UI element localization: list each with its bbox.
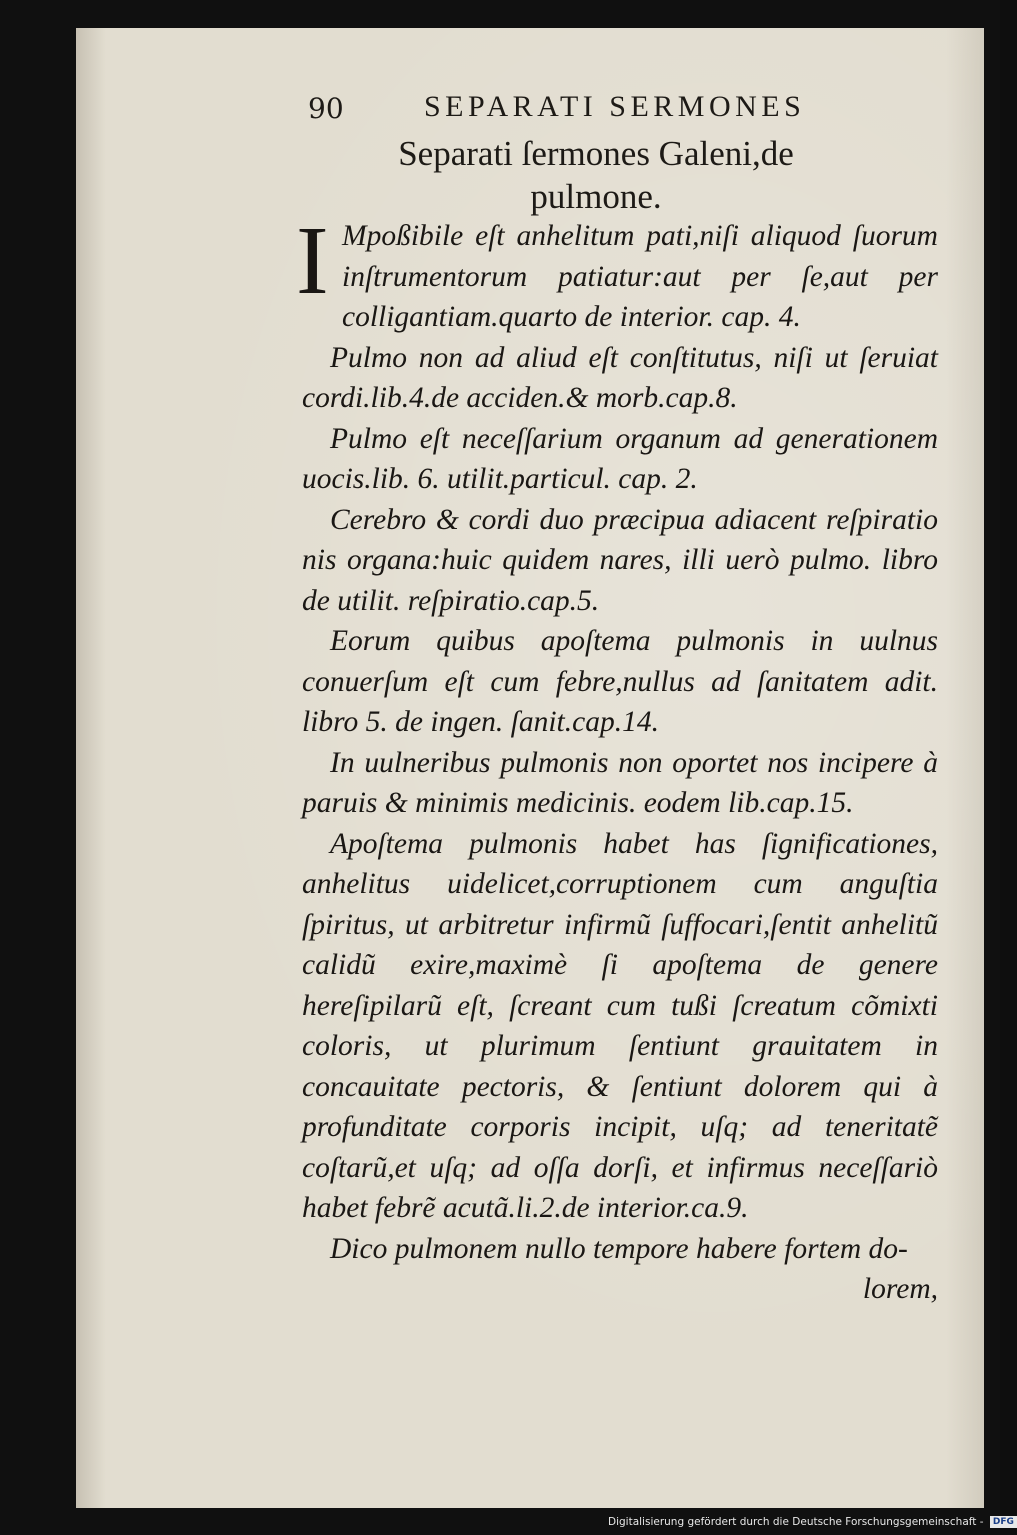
section-title-line-2: pulmone. (530, 177, 662, 216)
section-title-line-1: Separati ſermones Galeni,de (398, 134, 794, 173)
book-page (76, 28, 984, 1508)
paragraph-6: Apoſtema pulmonis habet has ſignificationes, anhelitus uidelicet,corruptionem cum anguſtia ſpiritus, ut arbitretur infirmũ ſuffocari,ſentit anhelitũ calidũ exire,maximè ſi apoſtema de genere hereſipilarũ eſt, ſcreant cum tußi ſcreatum cõmixti coloris, ut plurimum ſentiunt grauitatem in concauitate pectoris, & ſentiunt dolorem qui à profunditate corporis incipit, uſq; ad teneritatẽ coſtarũ,et uſq; ad oſſa dorſi, et infirmus neceſſariò habet febrẽ acutã.li.2.de interior.ca.9. (302, 827, 938, 1224)
drop-cap-initial: I (296, 207, 329, 315)
paragraph-7: Dico pulmonem nullo tempore habere fortem do- (330, 1232, 908, 1265)
paragraph-4: Eorum quibus apoſtema pulmonis in uulnus conuerſum eſt cum febre,nullus ad ſanitatem adit. libro 5. de ingen. ſanit.cap.14. (302, 625, 938, 738)
paragraph-5: In uulneribus pulmonis non oportet nos incipere à paruis & minimis medicinis. eodem lib.cap.15. (302, 746, 938, 819)
catchword: lorem, (862, 1273, 938, 1305)
paragraph-1: Pulmo non ad aliud eſt conſtitutus, niſi ut ſeruiat cordi.lib.4.de acciden.& morb.cap.8. (302, 341, 938, 414)
footer-text: Digitalisierung gefördert durch die Deutsche Forschungsgemeinschaft - (608, 1516, 984, 1528)
paragraph-3: Cerebro & cordi duo præcipua adiacent reſpiratio nis organa:huic quidem nares, illi uerò pulmo. libro de utilit. reſpiratio.cap.5. (302, 503, 938, 617)
first-paragraph-text: Mpoßibile eſt anhelitum pati,niſi aliquod ſuorum inſtrumentorum patiatur:aut per ſe,aut per colligantiam.quarto de interior. cap. 4. (342, 220, 938, 333)
body-text (296, 207, 938, 1310)
page-number: 90 (308, 92, 344, 125)
paragraph-2: Pulmo eſt neceſſarium organum ad generationem uocis.lib. 6. utilit.particul. cap. 2. (302, 422, 938, 495)
digitization-footer (608, 1516, 1017, 1528)
running-head: SEPARATI SERMONES (424, 90, 806, 123)
dfg-logo-icon: DFG (990, 1516, 1017, 1528)
first-paragraph (296, 207, 938, 338)
section-title (286, 132, 906, 218)
